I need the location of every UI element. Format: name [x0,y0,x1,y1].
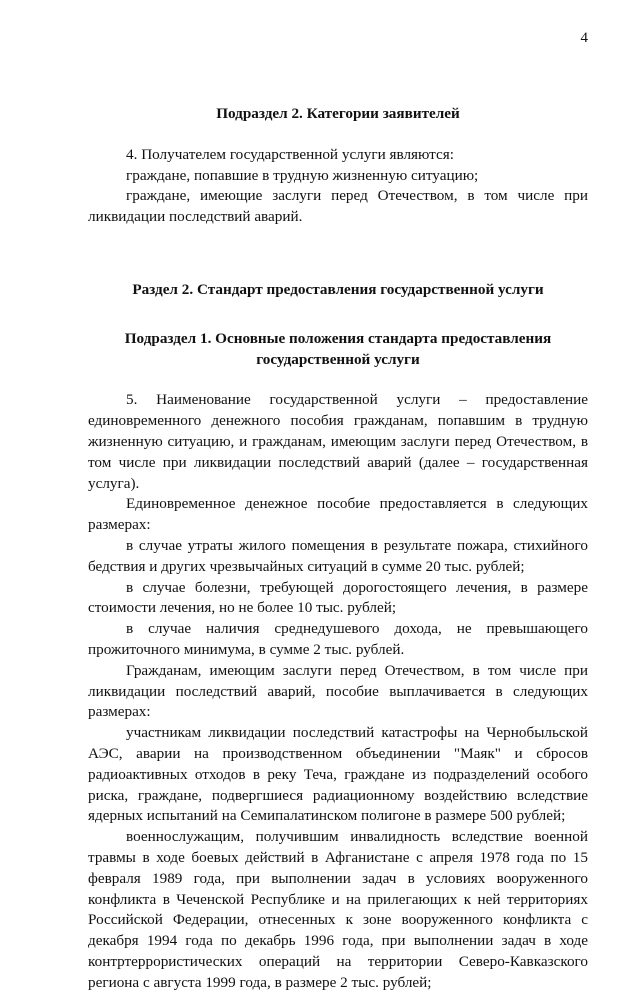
paragraph: 4. Получателем государственной услуги являются: [126,145,454,163]
paragraph: участникам ликвидации последствий катастрофы на Чернобыльской АЭС, аварии на производственном объединении "Маяк" и сбросов радиоактивных отходов в реку Теча, граждане из подразделений особого риска, граждане, подвергшиеся радиационному воздействию вследствие ядерных испытаний на Семипалатинском полигоне в размере 500 рублей; [88,724,588,825]
page-number: 4 [580,30,588,46]
spacer [88,370,588,390]
paragraph: граждане, имеющие заслуги перед Отечеством, в том числе при ликвидации последствий аварий. [88,187,588,226]
subsection-basics-heading-line2: государственной услуги [256,350,420,368]
paragraph: в случае наличия среднедушевого дохода, не превышающего прожиточного минимума, в сумме 2 тыс. рублей. [88,620,588,658]
spacer [88,125,588,145]
section-standard-heading: Раздел 2. Стандарт предоставления государственной услуги [132,280,544,298]
paragraph: военнослужащим, получившим инвалидность вследствие военной травмы в ходе боевых действий в Афганистане с апреля 1978 года по 15 февраля 1989 года, при выполнении задач в условиях вооруженного конфликта в Чеченской Республике и на прилегающих к ней территориях Российской Федерации, отнесенных к зоне вооруженного конфликта с декабря 1994 года по декабрь 1996 года, при выполнении задач в ходе контртеррористических операций на территории Северо-Кавказского региона с августа 1999 года, в размере 2 тыс. рублей; [88,828,588,991]
paragraph: Единовременное денежное пособие предоставляется в следующих размерах: [88,495,588,534]
spacer [88,228,588,280]
paragraph: в случае утраты жилого помещения в результате пожара, стихийного бедствия и других чрезвычайных ситуаций в сумме 20 тыс. рублей; [88,536,588,575]
subsection-basics-heading-line1: Подраздел 1. Основные положения стандарта предоставления [124,329,552,347]
paragraph: граждане, попавшие в трудную жизненную ситуацию; [126,166,479,184]
paragraph: в случае болезни, требующей дорогостоящего лечения, в размере стоимости лечения, но не более 10 тыс. рублей; [88,578,588,617]
paragraph: Гражданам, имеющим заслуги перед Отечеством, в том числе при ликвидации последствий аварий, пособие выплачивается в следующих размерах: [88,661,588,721]
spacer [88,301,588,329]
paragraph: 5. Наименование государственной услуги – предоставление единовременного денежного пособия гражданам, попавшим в трудную жизненную ситуацию, и гражданам, имеющим заслуги перед Отечеством, в том числе при ликвидации последствий аварий (далее – государственная услуга). [88,391,588,492]
document-body [88,104,588,993]
subsection-applicants-heading: Подраздел 2. Категории заявителей [216,105,460,122]
